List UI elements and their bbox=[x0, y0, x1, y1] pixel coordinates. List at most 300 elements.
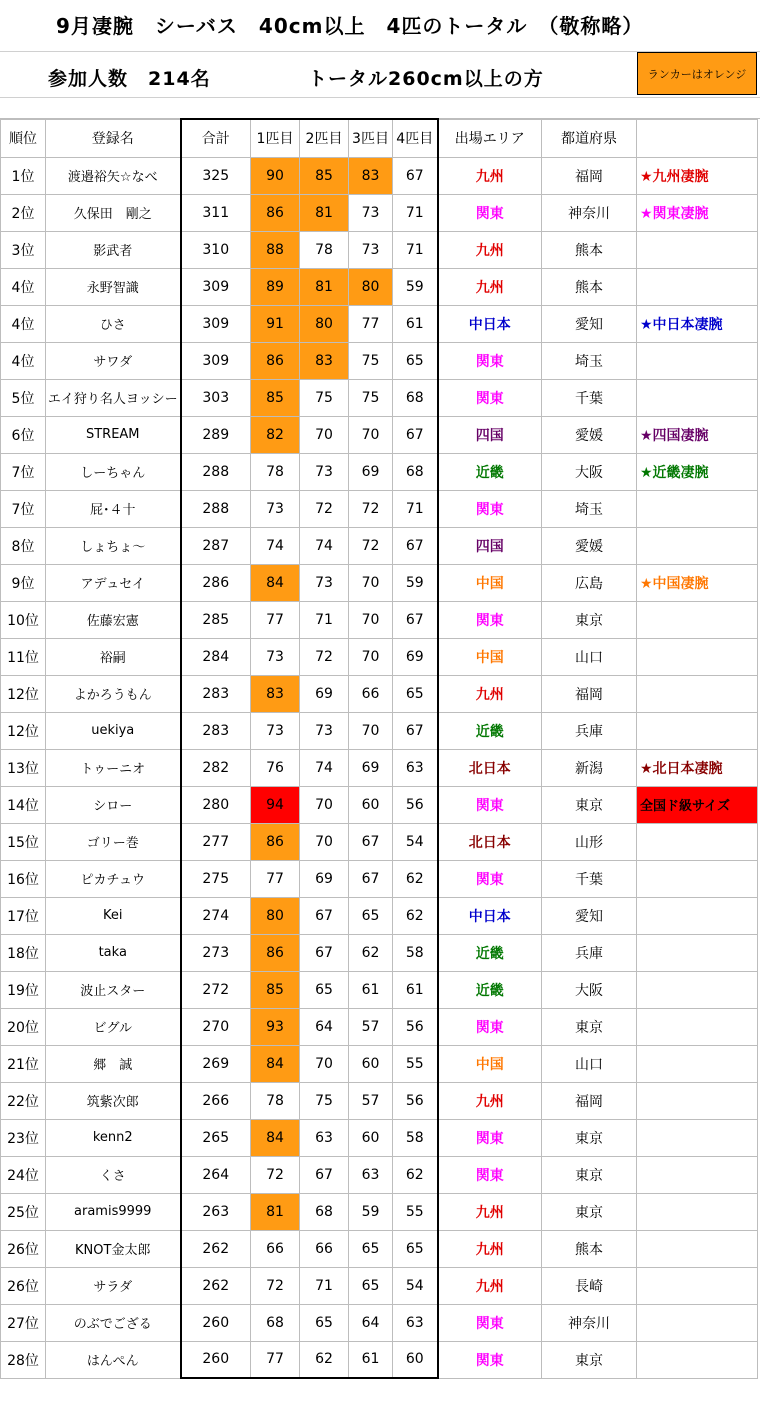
total-cell: 260 bbox=[181, 1304, 251, 1341]
fish-1-cell: 76 bbox=[251, 749, 300, 786]
fish-3-cell: 80 bbox=[349, 268, 393, 305]
total-cell: 282 bbox=[181, 749, 251, 786]
name-cell: aramis9999 bbox=[46, 1193, 181, 1230]
fish-1-cell: 74 bbox=[251, 527, 300, 564]
prefecture-cell: 山口 bbox=[542, 1045, 637, 1082]
total-cell: 311 bbox=[181, 194, 251, 231]
total-cell: 284 bbox=[181, 638, 251, 675]
name-cell: taka bbox=[46, 934, 181, 971]
badge-cell bbox=[637, 1008, 758, 1045]
prefecture-cell: 熊本 bbox=[542, 231, 637, 268]
fish-3-cell: 62 bbox=[349, 934, 393, 971]
rank-cell: 12位 bbox=[1, 712, 46, 749]
prefecture-cell: 大阪 bbox=[542, 453, 637, 490]
name-cell: KNOT金太郎 bbox=[46, 1230, 181, 1267]
table-row bbox=[1, 379, 758, 416]
area-cell: 四国 bbox=[438, 416, 542, 453]
badge-cell: ★関東凄腕 bbox=[637, 194, 758, 231]
fish-2-cell: 73 bbox=[300, 564, 349, 601]
prefecture-cell: 兵庫 bbox=[542, 934, 637, 971]
fish-4-cell: 55 bbox=[393, 1045, 438, 1082]
fish-1-cell: 77 bbox=[251, 1341, 300, 1378]
fish-1-cell: 89 bbox=[251, 268, 300, 305]
rank-cell: 5位 bbox=[1, 379, 46, 416]
badge-cell bbox=[637, 1156, 758, 1193]
area-cell: 関東 bbox=[438, 194, 542, 231]
fish-2-cell: 69 bbox=[300, 860, 349, 897]
fish-2-cell: 75 bbox=[300, 379, 349, 416]
table-row bbox=[1, 416, 758, 453]
total-cell: 275 bbox=[181, 860, 251, 897]
fish-3-cell: 61 bbox=[349, 1341, 393, 1378]
page-title: 9月凄腕 シーバス 40cm以上 4匹のトータル （敬称略） bbox=[56, 14, 644, 38]
table-row bbox=[1, 1008, 758, 1045]
rank-cell: 23位 bbox=[1, 1119, 46, 1156]
fish-3-cell: 83 bbox=[349, 157, 393, 194]
name-cell: はんぺん bbox=[46, 1341, 181, 1378]
badge-cell bbox=[637, 1082, 758, 1119]
area-cell: 関東 bbox=[438, 860, 542, 897]
fish-1-cell: 85 bbox=[251, 379, 300, 416]
fish-3-cell: 64 bbox=[349, 1304, 393, 1341]
fish-1-cell: 88 bbox=[251, 231, 300, 268]
fish-2-cell: 80 bbox=[300, 305, 349, 342]
fish-4-cell: 62 bbox=[393, 897, 438, 934]
area-cell: 中日本 bbox=[438, 897, 542, 934]
rank-cell: 13位 bbox=[1, 749, 46, 786]
prefecture-cell: 神奈川 bbox=[542, 1304, 637, 1341]
prefecture-cell: 愛媛 bbox=[542, 527, 637, 564]
name-cell: サラダ bbox=[46, 1267, 181, 1304]
prefecture-cell: 東京 bbox=[542, 1341, 637, 1378]
name-cell: アデュセイ bbox=[46, 564, 181, 601]
name-cell: kenn2 bbox=[46, 1119, 181, 1156]
total-cell: 283 bbox=[181, 712, 251, 749]
total-cell: 309 bbox=[181, 268, 251, 305]
fish-3-cell: 75 bbox=[349, 379, 393, 416]
badge-cell bbox=[637, 712, 758, 749]
name-cell: 影武者 bbox=[46, 231, 181, 268]
name-cell: エイ狩り名人ヨッシー bbox=[46, 379, 181, 416]
name-cell: Kei bbox=[46, 897, 181, 934]
fish-1-cell: 68 bbox=[251, 1304, 300, 1341]
table-row bbox=[1, 490, 758, 527]
area-cell: 九州 bbox=[438, 1230, 542, 1267]
fish-4-cell: 71 bbox=[393, 231, 438, 268]
total-cell: 272 bbox=[181, 971, 251, 1008]
fish-3-cell: 65 bbox=[349, 1267, 393, 1304]
fish-3-cell: 60 bbox=[349, 1119, 393, 1156]
total-cell: 288 bbox=[181, 490, 251, 527]
area-cell: 九州 bbox=[438, 1082, 542, 1119]
fish-2-cell: 67 bbox=[300, 1156, 349, 1193]
fish-4-cell: 55 bbox=[393, 1193, 438, 1230]
rank-cell: 12位 bbox=[1, 675, 46, 712]
fish-4-cell: 59 bbox=[393, 564, 438, 601]
area-cell: 四国 bbox=[438, 527, 542, 564]
name-cell: 永野智識 bbox=[46, 268, 181, 305]
rank-cell: 14位 bbox=[1, 786, 46, 823]
total-cell: 309 bbox=[181, 305, 251, 342]
fish-2-cell: 67 bbox=[300, 897, 349, 934]
badge-cell bbox=[637, 823, 758, 860]
fish-3-cell: 67 bbox=[349, 860, 393, 897]
table-row bbox=[1, 934, 758, 971]
fish-1-cell: 90 bbox=[251, 157, 300, 194]
total-cell: 262 bbox=[181, 1267, 251, 1304]
badge-cell: ★中国凄腕 bbox=[637, 564, 758, 601]
fish-2-cell: 65 bbox=[300, 971, 349, 1008]
badge-cell: ★近畿凄腕 bbox=[637, 453, 758, 490]
total-cell: 288 bbox=[181, 453, 251, 490]
badge-cell bbox=[637, 1267, 758, 1304]
fish-2-cell: 69 bbox=[300, 675, 349, 712]
fish-3-cell: 73 bbox=[349, 231, 393, 268]
total-cell: 270 bbox=[181, 1008, 251, 1045]
fish-2-cell: 70 bbox=[300, 786, 349, 823]
table-row bbox=[1, 453, 758, 490]
rank-cell: 4位 bbox=[1, 305, 46, 342]
table-row bbox=[1, 638, 758, 675]
total-cell: 264 bbox=[181, 1156, 251, 1193]
fish-2-cell: 75 bbox=[300, 1082, 349, 1119]
total-cell: 303 bbox=[181, 379, 251, 416]
fish-4-cell: 67 bbox=[393, 157, 438, 194]
table-row bbox=[1, 675, 758, 712]
prefecture-cell: 神奈川 bbox=[542, 194, 637, 231]
fish-1-cell: 91 bbox=[251, 305, 300, 342]
table-row bbox=[1, 268, 758, 305]
fish-4-cell: 54 bbox=[393, 1267, 438, 1304]
fish-4-cell: 67 bbox=[393, 527, 438, 564]
fish-2-cell: 66 bbox=[300, 1230, 349, 1267]
name-cell: ゴリー巻 bbox=[46, 823, 181, 860]
participant-count: 参加人数 214名 bbox=[48, 68, 211, 90]
rank-cell: 20位 bbox=[1, 1008, 46, 1045]
fish-2-cell: 62 bbox=[300, 1341, 349, 1378]
fish-3-cell: 60 bbox=[349, 786, 393, 823]
rank-cell: 17位 bbox=[1, 897, 46, 934]
badge-cell: 全国ド級サイズ bbox=[637, 786, 758, 823]
prefecture-cell: 大阪 bbox=[542, 971, 637, 1008]
name-cell: ビグル bbox=[46, 1008, 181, 1045]
rank-cell: 19位 bbox=[1, 971, 46, 1008]
table-row bbox=[1, 1045, 758, 1082]
area-cell: 関東 bbox=[438, 342, 542, 379]
area-cell: 関東 bbox=[438, 601, 542, 638]
badge-cell bbox=[637, 1045, 758, 1082]
badge-cell bbox=[637, 1304, 758, 1341]
rank-cell: 6位 bbox=[1, 416, 46, 453]
fish-3-cell: 70 bbox=[349, 712, 393, 749]
fish-3-cell: 61 bbox=[349, 971, 393, 1008]
total-cell: 310 bbox=[181, 231, 251, 268]
table-row bbox=[1, 712, 758, 749]
rank-cell: 2位 bbox=[1, 194, 46, 231]
fish-1-cell: 85 bbox=[251, 971, 300, 1008]
header-fish-3: 3匹目 bbox=[349, 119, 393, 157]
badge-cell bbox=[637, 675, 758, 712]
prefecture-cell: 熊本 bbox=[542, 1230, 637, 1267]
fish-4-cell: 58 bbox=[393, 934, 438, 971]
fish-3-cell: 67 bbox=[349, 823, 393, 860]
badge-cell bbox=[637, 379, 758, 416]
prefecture-cell: 東京 bbox=[542, 1156, 637, 1193]
badge-cell: ★中日本凄腕 bbox=[637, 305, 758, 342]
fish-2-cell: 74 bbox=[300, 749, 349, 786]
name-cell: uekiya bbox=[46, 712, 181, 749]
fish-3-cell: 75 bbox=[349, 342, 393, 379]
rank-cell: 27位 bbox=[1, 1304, 46, 1341]
header-badge bbox=[637, 119, 758, 157]
fish-3-cell: 77 bbox=[349, 305, 393, 342]
fish-2-cell: 71 bbox=[300, 601, 349, 638]
table-row bbox=[1, 305, 758, 342]
name-cell: サワダ bbox=[46, 342, 181, 379]
table-row bbox=[1, 860, 758, 897]
rank-cell: 8位 bbox=[1, 527, 46, 564]
rank-cell: 7位 bbox=[1, 490, 46, 527]
fish-3-cell: 69 bbox=[349, 453, 393, 490]
fish-4-cell: 69 bbox=[393, 638, 438, 675]
name-cell: シロー bbox=[46, 786, 181, 823]
prefecture-cell: 埼玉 bbox=[542, 342, 637, 379]
table-row bbox=[1, 1193, 758, 1230]
rank-cell: 16位 bbox=[1, 860, 46, 897]
fish-1-cell: 86 bbox=[251, 934, 300, 971]
prefecture-cell: 福岡 bbox=[542, 157, 637, 194]
total-cell: 280 bbox=[181, 786, 251, 823]
table-row bbox=[1, 342, 758, 379]
rank-cell: 10位 bbox=[1, 601, 46, 638]
fish-4-cell: 60 bbox=[393, 1341, 438, 1378]
fish-2-cell: 65 bbox=[300, 1304, 349, 1341]
table-row bbox=[1, 157, 758, 194]
total-cell: 263 bbox=[181, 1193, 251, 1230]
area-cell: 近畿 bbox=[438, 971, 542, 1008]
table-row bbox=[1, 601, 758, 638]
prefecture-cell: 愛知 bbox=[542, 897, 637, 934]
badge-cell bbox=[637, 638, 758, 675]
prefecture-cell: 兵庫 bbox=[542, 712, 637, 749]
total-cell: 260 bbox=[181, 1341, 251, 1378]
fish-4-cell: 71 bbox=[393, 490, 438, 527]
fish-2-cell: 63 bbox=[300, 1119, 349, 1156]
area-cell: 関東 bbox=[438, 379, 542, 416]
table-row bbox=[1, 1267, 758, 1304]
fish-3-cell: 70 bbox=[349, 601, 393, 638]
fish-2-cell: 70 bbox=[300, 1045, 349, 1082]
fish-4-cell: 67 bbox=[393, 416, 438, 453]
fish-3-cell: 57 bbox=[349, 1008, 393, 1045]
fish-1-cell: 78 bbox=[251, 1082, 300, 1119]
header-prefecture: 都道府県 bbox=[542, 119, 637, 157]
fish-2-cell: 71 bbox=[300, 1267, 349, 1304]
area-cell: 関東 bbox=[438, 786, 542, 823]
fish-1-cell: 78 bbox=[251, 453, 300, 490]
rank-cell: 26位 bbox=[1, 1267, 46, 1304]
name-cell: トゥーニオ bbox=[46, 749, 181, 786]
fish-4-cell: 67 bbox=[393, 601, 438, 638]
fish-1-cell: 81 bbox=[251, 1193, 300, 1230]
badge-cell: ★九州凄腕 bbox=[637, 157, 758, 194]
fish-3-cell: 65 bbox=[349, 1230, 393, 1267]
area-cell: 関東 bbox=[438, 1341, 542, 1378]
area-cell: 中国 bbox=[438, 564, 542, 601]
total-cell: 287 bbox=[181, 527, 251, 564]
rank-cell: 28位 bbox=[1, 1341, 46, 1378]
fish-1-cell: 94 bbox=[251, 786, 300, 823]
area-cell: 九州 bbox=[438, 1267, 542, 1304]
fish-2-cell: 70 bbox=[300, 416, 349, 453]
total-cell: 266 bbox=[181, 1082, 251, 1119]
fish-4-cell: 65 bbox=[393, 342, 438, 379]
badge-cell bbox=[637, 1341, 758, 1378]
header-name: 登録名 bbox=[46, 119, 181, 157]
rank-cell: 24位 bbox=[1, 1156, 46, 1193]
prefecture-cell: 愛知 bbox=[542, 305, 637, 342]
fish-1-cell: 84 bbox=[251, 1119, 300, 1156]
fish-3-cell: 73 bbox=[349, 194, 393, 231]
fish-1-cell: 73 bbox=[251, 638, 300, 675]
prefecture-cell: 山形 bbox=[542, 823, 637, 860]
prefecture-cell: 熊本 bbox=[542, 268, 637, 305]
rank-cell: 7位 bbox=[1, 453, 46, 490]
fish-2-cell: 72 bbox=[300, 638, 349, 675]
area-cell: 中国 bbox=[438, 638, 542, 675]
fish-1-cell: 86 bbox=[251, 194, 300, 231]
table-row bbox=[1, 1230, 758, 1267]
total-cell: 273 bbox=[181, 934, 251, 971]
fish-4-cell: 56 bbox=[393, 786, 438, 823]
header-area: 出場エリア bbox=[438, 119, 542, 157]
fish-2-cell: 73 bbox=[300, 712, 349, 749]
fish-4-cell: 54 bbox=[393, 823, 438, 860]
prefecture-cell: 東京 bbox=[542, 601, 637, 638]
fish-4-cell: 65 bbox=[393, 1230, 438, 1267]
area-cell: 関東 bbox=[438, 1304, 542, 1341]
table-row bbox=[1, 564, 758, 601]
fish-3-cell: 66 bbox=[349, 675, 393, 712]
fish-1-cell: 82 bbox=[251, 416, 300, 453]
badge-cell bbox=[637, 342, 758, 379]
area-cell: 近畿 bbox=[438, 453, 542, 490]
area-cell: 関東 bbox=[438, 1119, 542, 1156]
ranking-table bbox=[0, 118, 758, 1379]
fish-3-cell: 70 bbox=[349, 564, 393, 601]
fish-1-cell: 73 bbox=[251, 712, 300, 749]
badge-cell bbox=[637, 490, 758, 527]
fish-1-cell: 72 bbox=[251, 1156, 300, 1193]
name-cell: 郷 誠 bbox=[46, 1045, 181, 1082]
table-row bbox=[1, 231, 758, 268]
prefecture-cell: 埼玉 bbox=[542, 490, 637, 527]
name-cell: 佐藤宏憲 bbox=[46, 601, 181, 638]
table-row bbox=[1, 897, 758, 934]
table-row bbox=[1, 786, 758, 823]
rank-cell: 18位 bbox=[1, 934, 46, 971]
table-row bbox=[1, 749, 758, 786]
fish-1-cell: 84 bbox=[251, 564, 300, 601]
name-cell: しーちゃん bbox=[46, 453, 181, 490]
prefecture-cell: 東京 bbox=[542, 1008, 637, 1045]
header-fish-4: 4匹目 bbox=[393, 119, 438, 157]
prefecture-cell: 福岡 bbox=[542, 1082, 637, 1119]
fish-1-cell: 77 bbox=[251, 601, 300, 638]
fish-4-cell: 63 bbox=[393, 749, 438, 786]
area-cell: 北日本 bbox=[438, 749, 542, 786]
name-cell: 波止スター bbox=[46, 971, 181, 1008]
table-row bbox=[1, 971, 758, 1008]
table-row bbox=[1, 1156, 758, 1193]
rank-cell: 21位 bbox=[1, 1045, 46, 1082]
area-cell: 九州 bbox=[438, 675, 542, 712]
badge-cell bbox=[637, 601, 758, 638]
fish-4-cell: 56 bbox=[393, 1082, 438, 1119]
table-row bbox=[1, 823, 758, 860]
header-rank: 順位 bbox=[1, 119, 46, 157]
fish-1-cell: 73 bbox=[251, 490, 300, 527]
total-cell: 283 bbox=[181, 675, 251, 712]
total-cell: 285 bbox=[181, 601, 251, 638]
prefecture-cell: 千葉 bbox=[542, 860, 637, 897]
prefecture-cell: 東京 bbox=[542, 1193, 637, 1230]
fish-2-cell: 67 bbox=[300, 934, 349, 971]
name-cell: ひさ bbox=[46, 305, 181, 342]
total-cell: 277 bbox=[181, 823, 251, 860]
total-cell: 325 bbox=[181, 157, 251, 194]
area-cell: 近畿 bbox=[438, 934, 542, 971]
badge-cell bbox=[637, 897, 758, 934]
badge-cell: ★北日本凄腕 bbox=[637, 749, 758, 786]
name-cell: STREAM bbox=[46, 416, 181, 453]
total-cell: 265 bbox=[181, 1119, 251, 1156]
fish-4-cell: 59 bbox=[393, 268, 438, 305]
prefecture-cell: 愛媛 bbox=[542, 416, 637, 453]
fish-3-cell: 70 bbox=[349, 638, 393, 675]
rank-cell: 4位 bbox=[1, 268, 46, 305]
badge-cell: ★四国凄腕 bbox=[637, 416, 758, 453]
table-row bbox=[1, 1082, 758, 1119]
badge-cell bbox=[637, 1193, 758, 1230]
fish-4-cell: 61 bbox=[393, 971, 438, 1008]
fish-3-cell: 59 bbox=[349, 1193, 393, 1230]
area-cell: 関東 bbox=[438, 1008, 542, 1045]
name-cell: くさ bbox=[46, 1156, 181, 1193]
fish-2-cell: 74 bbox=[300, 527, 349, 564]
fish-2-cell: 81 bbox=[300, 268, 349, 305]
fish-1-cell: 86 bbox=[251, 342, 300, 379]
fish-4-cell: 63 bbox=[393, 1304, 438, 1341]
fish-3-cell: 72 bbox=[349, 527, 393, 564]
rank-cell: 11位 bbox=[1, 638, 46, 675]
fish-3-cell: 72 bbox=[349, 490, 393, 527]
rank-cell: 22位 bbox=[1, 1082, 46, 1119]
name-cell: よかろうもん bbox=[46, 675, 181, 712]
name-cell: 渡邉裕矢☆なべ bbox=[46, 157, 181, 194]
rank-cell: 3位 bbox=[1, 231, 46, 268]
fish-2-cell: 78 bbox=[300, 231, 349, 268]
table-row bbox=[1, 194, 758, 231]
total-cell: 309 bbox=[181, 342, 251, 379]
total-cell: 286 bbox=[181, 564, 251, 601]
fish-2-cell: 73 bbox=[300, 453, 349, 490]
fish-4-cell: 62 bbox=[393, 1156, 438, 1193]
fish-1-cell: 80 bbox=[251, 897, 300, 934]
rank-cell: 9位 bbox=[1, 564, 46, 601]
fish-3-cell: 69 bbox=[349, 749, 393, 786]
fish-2-cell: 68 bbox=[300, 1193, 349, 1230]
